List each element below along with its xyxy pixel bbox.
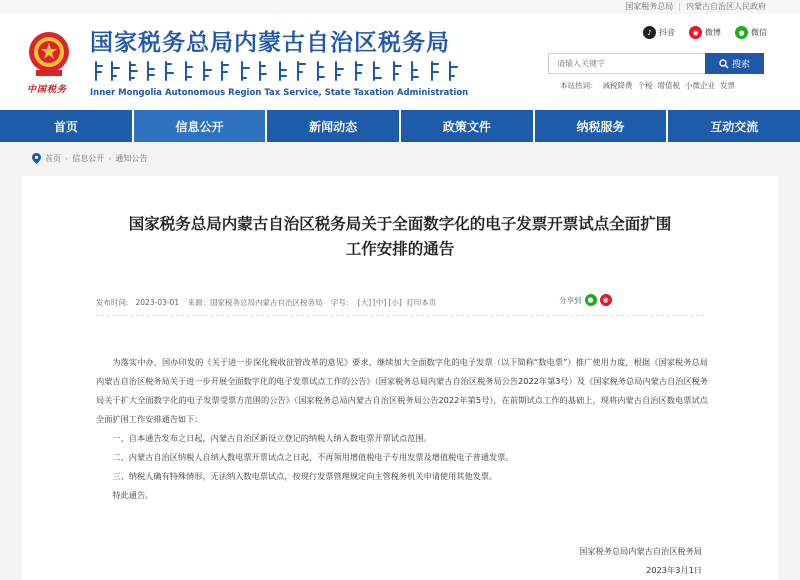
breadcrumb-separator: ›: [65, 154, 69, 163]
hot-word[interactable]: 个税: [637, 81, 653, 90]
publish-date: 2023-03-01: [135, 298, 180, 307]
hot-word[interactable]: 增值税: [657, 81, 680, 90]
main-nav: [0, 110, 800, 142]
nav-news[interactable]: 新闻动态: [267, 110, 401, 142]
wechat-icon: ●: [735, 26, 748, 39]
article-title-line1: 国家税务总局内蒙古自治区税务局关于全面数字化的电子发票开票试点全面扩围: [128, 215, 672, 233]
social-weibo-label: 微博: [705, 28, 721, 37]
douyin-icon: ♪: [643, 26, 656, 39]
article-signature: [579, 542, 702, 580]
article-paragraph: 特此通告。: [112, 490, 154, 500]
breadcrumb-info[interactable]: 信息公开: [72, 154, 105, 163]
slogan-calligraphy: 中国税务: [27, 85, 68, 95]
article-source: 来源：国家税务总局内蒙古自治区税务局: [187, 298, 323, 307]
font-small-button[interactable]: [小]: [388, 298, 402, 307]
site-title-english: Inner Mongolia Autonomous Region Tax Service, State Taxation Administration: [90, 88, 469, 98]
search-icon: [719, 59, 729, 69]
hot-words-label: 本站热词：: [560, 81, 598, 90]
signature-date: 2023年3月1日: [646, 565, 702, 575]
meta-divider: [96, 315, 704, 316]
social-wechat-label: 微信: [751, 28, 767, 37]
share-wechat-icon[interactable]: ●: [585, 294, 597, 306]
search-bar: [548, 53, 764, 74]
mongolian-script-title: [90, 58, 462, 84]
breadcrumb-separator: ›: [108, 154, 112, 163]
search-button-label: 搜索: [731, 60, 750, 70]
nav-tax-service[interactable]: 纳税服务: [535, 110, 669, 142]
article-body: [96, 353, 708, 505]
hot-word[interactable]: 发票: [720, 81, 735, 90]
article-meta: [96, 297, 442, 308]
social-douyin[interactable]: [643, 26, 675, 39]
font-large-button[interactable]: [大]: [357, 298, 372, 307]
signature-org: 国家税务总局内蒙古自治区税务局: [579, 546, 702, 556]
breadcrumb-home[interactable]: 首页: [45, 154, 61, 163]
top-link-sta[interactable]: 国家税务总局: [625, 2, 674, 11]
share-label: 分享到: [559, 295, 582, 305]
share-bar: [559, 294, 612, 306]
search-button[interactable]: [705, 53, 764, 74]
article-panel: [22, 176, 778, 580]
search-input[interactable]: [548, 53, 705, 74]
social-weibo[interactable]: [689, 26, 721, 39]
weibo-icon: ◉: [689, 26, 702, 39]
article-paragraph: 三、纳税人确有特殊情形，无法纳入数电票试点，按现行发票管理规定向主管税务机关申请使用其他发票。: [112, 471, 498, 481]
font-size-label: 字号：: [330, 298, 354, 307]
nav-home[interactable]: 首页: [0, 110, 134, 142]
article-paragraph: 一、自本通告发布之日起，内蒙古自治区新设立登记的纳税人纳入数电票开票试点范围。: [112, 433, 432, 443]
tax-emblem-icon: [26, 30, 72, 78]
article-title: [22, 212, 778, 262]
nav-interaction[interactable]: 互动交流: [710, 119, 759, 134]
breadcrumb-notice[interactable]: 通知公告: [115, 154, 148, 163]
nav-policy[interactable]: 政策文件: [401, 110, 535, 142]
share-weibo-icon[interactable]: ◉: [600, 294, 612, 306]
top-link-gov[interactable]: 内蒙古自治区人民政府: [686, 2, 766, 11]
site-title[interactable]: 国家税务总局内蒙古自治区税务局: [90, 30, 450, 56]
hot-word[interactable]: 小微企业: [685, 81, 715, 90]
article-title-line2: 工作安排的通告: [345, 240, 455, 258]
nav-info-disclosure[interactable]: 信息公开: [134, 110, 268, 142]
article-paragraph: 二、内蒙古自治区纳税人自纳入数电票开票试点之日起，不再领用增值税电子专用发票及增值税电子普通发票。: [112, 452, 514, 462]
hot-word[interactable]: 减税降费: [602, 81, 633, 90]
font-medium-button[interactable]: [中]: [373, 298, 387, 307]
site-header: [0, 14, 800, 110]
location-pin-icon: [32, 153, 41, 164]
top-bar: [0, 0, 800, 14]
social-links: [643, 26, 767, 39]
article-paragraph: 为落实中办、国办印发的《关于进一步深化税收征管改革的意见》要求，继续加大全面数字化的电子发票（以下简称“数电票”）推广使用力度，根据《国家税务总局内蒙古自治区税务局关于进一步开展全面数字化的电子发票试点工作的公告》（国家税务总局内蒙古自治区税务局公告2022年第3号）及《国家税务总局内蒙古自治区税务局关于扩大全面数字化的电子发票受票方范围的公告》（国家税务总局内蒙古自治区税务局公告2022年第5号），在前期试点工作的基础上，现将内蒙古自治区数电票试点全面扩围工作安排通告如下：: [96, 357, 708, 424]
social-wechat[interactable]: [735, 26, 767, 39]
publish-label: 发布时间：: [96, 298, 134, 307]
print-button[interactable]: 打印本页: [406, 298, 437, 307]
social-douyin-label: 抖音: [659, 28, 675, 37]
breadcrumb: [32, 153, 147, 164]
top-links: 国家税务总局 | 内蒙古自治区人民政府: [625, 2, 766, 11]
hot-words: [560, 80, 740, 91]
